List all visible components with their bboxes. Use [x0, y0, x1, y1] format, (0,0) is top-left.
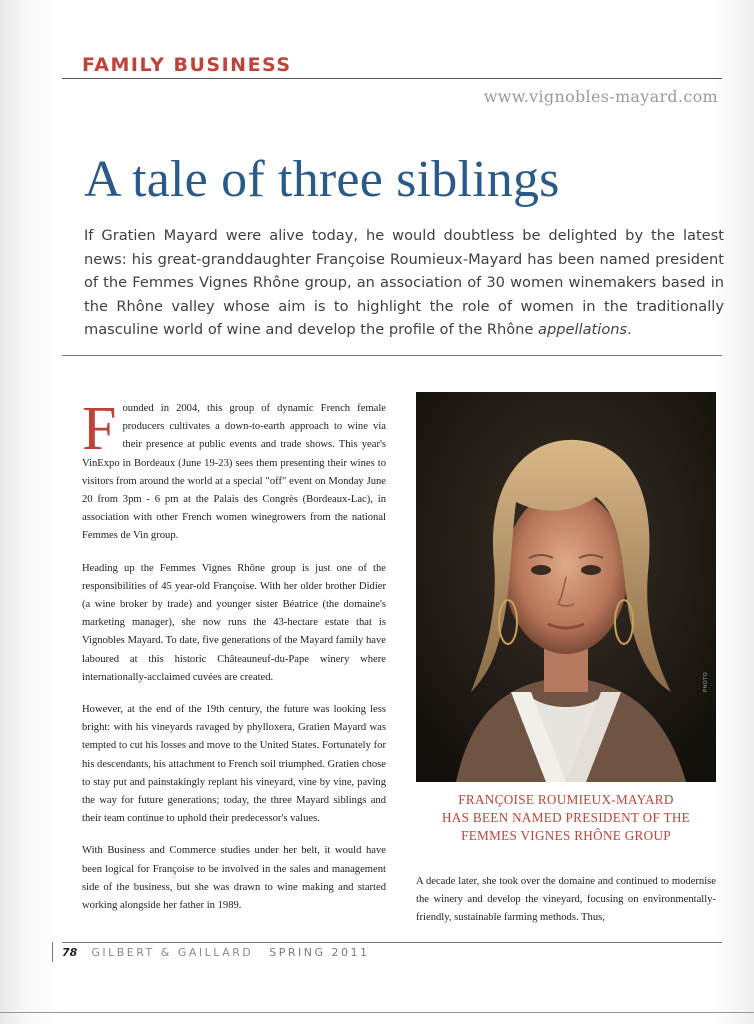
body-paragraph: With Business and Commerce studies under her belt, it would have been logical for Françoise to be involved in the sales and management side of the business, but she was drawn to wine making and started working alongside her father in 1989.: [82, 845, 386, 912]
paragraph-text: ounded in 2004, this group of dynamic French female producers cultivates a down-to-earth approach to wine via their presence at public events and trade shows. This year's VinExpo in Bordeaux (June 19-23) sees them presenting their wines to visitors from around the world at a special "off" event on Monday June 20 from 3pm - 6 pm at the Palais des Congrès (Bordeaux-Lac), in association with other French women winegrowers from the national Femmes de Vin group.: [82, 403, 386, 542]
drop-cap: F: [82, 395, 117, 463]
lead-italic: appellations: [538, 321, 628, 338]
issue-label: SPRING 2011: [269, 946, 370, 959]
body-column-right: A decade later, she took over the domaine and continued to modernise the winery and develop the vineyard, focusing on environmentally-friendly, sustainable farming methods. Thus,: [416, 876, 716, 924]
page-number: 78: [62, 946, 78, 959]
article-title: A tale of three siblings: [84, 151, 560, 208]
article-lead: [84, 224, 724, 342]
footer-rule: [62, 942, 722, 943]
page-gutter-shadow: [0, 0, 60, 1024]
body-column-left: [82, 395, 386, 929]
lead-end: .: [627, 321, 632, 338]
photo-credit-mark: PHOTO: [703, 671, 709, 692]
caption-line: FRANÇOISE ROUMIEUX-MAYARD: [458, 792, 674, 807]
section-label: FAMILY BUSINESS: [82, 54, 292, 76]
photo-caption: [416, 791, 716, 845]
lead-text: If Gratien Mayard were alive today, he would doubtless be delighted by the latest news: his great-granddaughter Françoise Roumieux-Mayard has been named president of the Femmes Vignes Rhône group, an association of 30 women winemakers based in the Rhône valley whose aim is to highlight the role of women in the traditionally masculine world of wine and develop the profile of the Rhône: [84, 227, 724, 338]
caption-line: HAS BEEN NAMED PRESIDENT OF THE: [441, 810, 691, 825]
footer-divider: [52, 942, 53, 962]
portrait-illustration: [416, 392, 716, 782]
portrait-photo: [416, 392, 716, 782]
page-footer: [62, 946, 370, 959]
body-paragraph: [82, 395, 386, 546]
body-paragraph: However, at the end of the 19th century, the future was looking less bright: with his vineyards ravaged by phylloxera, Gratien Mayard was tempted to cut his losses and move to the United States. Fortunately for his descendants, his attachment to French soil triumphed. Gratien chose to stay put and painstakingly replant his vineyard, vine by vine, paving the way for future generations; today, the three Mayard siblings and their team continue to uphold their predecessor's values.: [82, 704, 386, 825]
body-paragraph: Heading up the Femmes Vignes Rhône group is just one of the responsibilities of 45 year-old Françoise. With her older brother Didier (a wine broker by trade) and younger sister Béatrice (the domaine's marketing manager), she now runs the 43-hectare estate that is Vignobles Mayard. To date, five generations of the Mayard family have laboured at this historic Châteauneuf-du-Pape winery where internationally-acclaimed cuvées are created.: [82, 562, 386, 683]
website-url: www.vignobles-mayard.com: [483, 87, 718, 106]
page-edge-shadow: [714, 0, 754, 1024]
caption-line: FEMMES VIGNES RHÔNE GROUP: [461, 828, 671, 843]
lead-divider: [62, 355, 722, 356]
header-rule: [62, 78, 722, 79]
publication-name: GILBERT & GAILLARD: [91, 946, 254, 959]
scan-edge: [0, 1012, 754, 1013]
